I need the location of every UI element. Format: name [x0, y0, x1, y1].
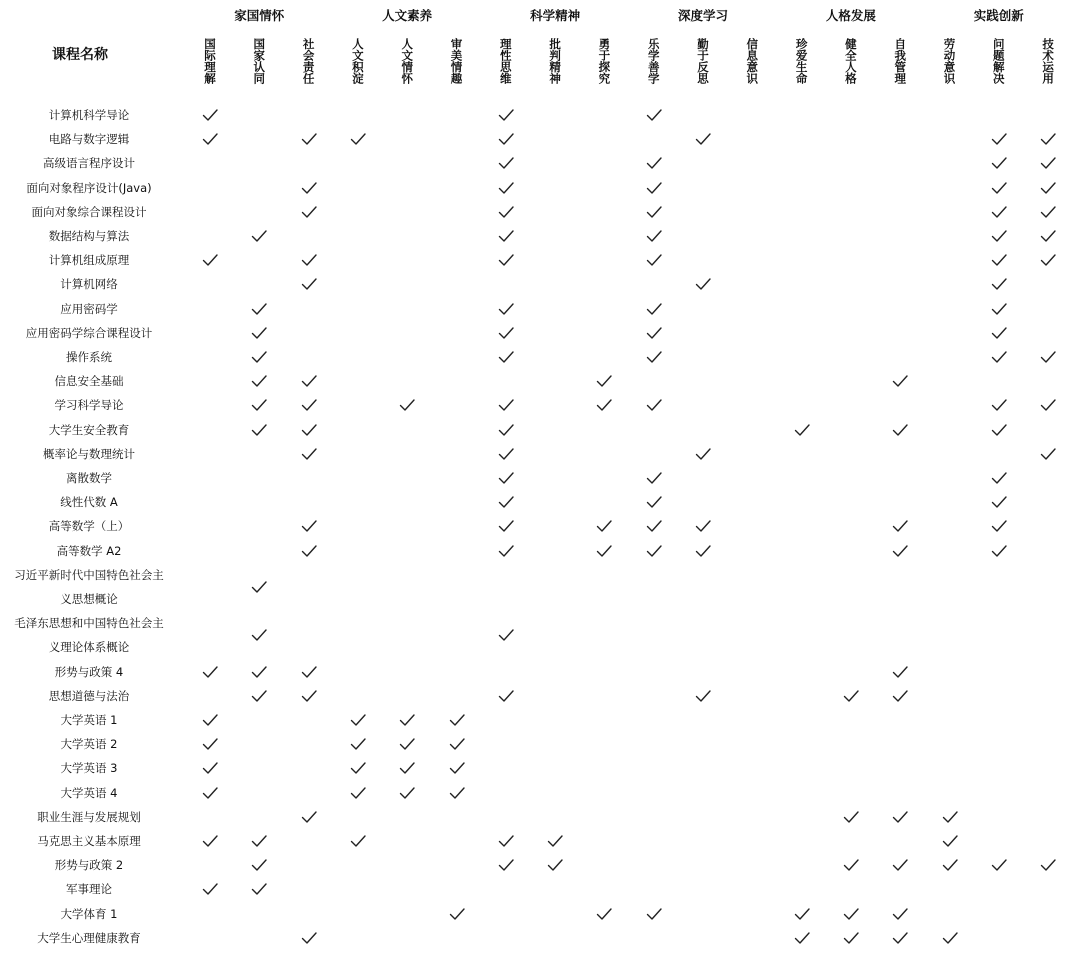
check-icon — [497, 348, 515, 366]
check-icon — [497, 324, 515, 342]
check-icon — [300, 372, 318, 390]
column-header: 人文情怀 — [400, 38, 415, 84]
course-name: 高级语言程序设计 — [43, 156, 135, 171]
check-icon — [941, 856, 959, 874]
course-name: 大学英语 4 — [60, 785, 118, 800]
course-name: 应用密码学综合课程设计 — [25, 325, 153, 340]
check-icon — [891, 687, 909, 705]
check-icon — [201, 251, 219, 269]
check-icon — [645, 154, 663, 172]
check-icon — [645, 517, 663, 535]
check-icon — [300, 542, 318, 560]
check-icon — [1039, 856, 1057, 874]
check-icon — [349, 832, 367, 850]
course-name: 操作系统 — [66, 350, 112, 364]
check-icon — [990, 469, 1008, 487]
check-icon — [793, 421, 811, 439]
column-header: 勤于反思 — [696, 38, 710, 84]
check-icon — [300, 687, 318, 705]
course-name: 大学生安全教育 — [48, 422, 130, 437]
check-icon — [497, 154, 515, 172]
check-icon — [497, 517, 515, 535]
check-icon — [448, 905, 466, 923]
check-icon — [201, 784, 219, 802]
course-name: 职业生涯与发展规划 — [37, 809, 141, 824]
check-icon — [694, 130, 712, 148]
check-icon — [1039, 396, 1057, 414]
check-icon — [497, 421, 515, 439]
check-icon — [300, 663, 318, 681]
check-icon — [1039, 348, 1057, 366]
check-icon — [990, 324, 1008, 342]
check-icon — [645, 227, 663, 245]
check-icon — [1039, 179, 1057, 197]
check-icon — [645, 300, 663, 318]
check-icon — [250, 832, 268, 850]
check-icon — [842, 687, 860, 705]
column-header: 理性思维 — [498, 38, 513, 84]
column-header: 国家认同 — [252, 38, 267, 84]
group-title: 实践创新 — [973, 8, 1024, 23]
check-icon — [497, 542, 515, 560]
check-icon — [300, 130, 318, 148]
check-icon — [1039, 130, 1057, 148]
check-icon — [201, 711, 219, 729]
check-icon — [497, 626, 515, 644]
check-icon — [448, 759, 466, 777]
check-icon — [891, 905, 909, 923]
course-name: 大学英语 2 — [60, 737, 118, 752]
course-name: 概率论与数理统计 — [43, 446, 135, 461]
check-icon — [990, 251, 1008, 269]
check-icon — [497, 856, 515, 874]
check-icon — [497, 445, 515, 463]
check-icon — [201, 880, 219, 898]
course-name: 军事理论 — [66, 882, 112, 897]
course-name: 大学英语 3 — [60, 761, 118, 776]
column-header: 乐学善学 — [646, 38, 661, 84]
check-icon — [497, 251, 515, 269]
check-icon — [941, 929, 959, 947]
check-icon — [891, 663, 909, 681]
check-icon — [990, 542, 1008, 560]
check-icon — [793, 905, 811, 923]
check-icon — [1039, 227, 1057, 245]
check-icon — [645, 324, 663, 342]
check-icon — [694, 275, 712, 293]
check-icon — [595, 542, 613, 560]
check-icon — [891, 542, 909, 560]
check-icon — [842, 856, 860, 874]
check-icon — [497, 300, 515, 318]
check-icon — [497, 130, 515, 148]
check-icon — [250, 348, 268, 366]
course-name: 数据结构与算法 — [48, 229, 130, 243]
course-name: 马克思主义基本原理 — [37, 834, 141, 848]
check-icon — [349, 711, 367, 729]
group-title: 人文素养 — [382, 8, 433, 23]
check-icon — [990, 179, 1008, 197]
check-icon — [1039, 203, 1057, 221]
check-icon — [250, 324, 268, 342]
check-icon — [250, 663, 268, 681]
check-icon — [349, 130, 367, 148]
check-icon — [448, 784, 466, 802]
check-icon — [891, 372, 909, 390]
course-name: 思想道德与法治 — [48, 688, 130, 703]
check-icon — [497, 227, 515, 245]
group-title: 人格发展 — [825, 8, 876, 23]
course-name-header: 课程名称 — [52, 47, 108, 63]
check-icon — [891, 517, 909, 535]
check-icon — [645, 203, 663, 221]
check-icon — [990, 517, 1008, 535]
course-name: 面向对象综合课程设计 — [31, 204, 147, 219]
course-name: 形势与政策 2 — [54, 858, 124, 873]
column-header: 劳动意识 — [942, 38, 957, 84]
check-icon — [1039, 445, 1057, 463]
check-icon — [497, 106, 515, 124]
check-icon — [694, 517, 712, 535]
group-title: 深度学习 — [677, 8, 728, 23]
check-icon — [250, 396, 268, 414]
check-icon — [645, 106, 663, 124]
check-icon — [349, 784, 367, 802]
column-header: 审美情趣 — [449, 38, 464, 84]
check-icon — [398, 735, 416, 753]
check-icon — [990, 348, 1008, 366]
check-icon — [497, 469, 515, 487]
check-icon — [842, 808, 860, 826]
check-icon — [595, 517, 613, 535]
course-name: 形势与政策 4 — [54, 664, 124, 679]
course-name: 计算机科学导论 — [48, 108, 130, 122]
check-icon — [645, 493, 663, 511]
column-header: 人文积淀 — [350, 38, 365, 84]
check-icon — [990, 227, 1008, 245]
check-icon — [990, 493, 1008, 511]
course-name: 高等数学（上） — [48, 519, 130, 534]
check-icon — [300, 251, 318, 269]
column-header: 珍爱生命 — [794, 38, 809, 84]
check-icon — [497, 832, 515, 850]
check-icon — [201, 735, 219, 753]
course-name: 大学生心理健康教育 — [37, 930, 141, 945]
check-icon — [201, 759, 219, 777]
check-icon — [497, 687, 515, 705]
course-name: 电路与数字逻辑 — [48, 132, 130, 147]
course-name: 离散数学 — [66, 471, 112, 485]
check-icon — [250, 856, 268, 874]
check-icon — [694, 687, 712, 705]
course-name: 计算机组成原理 — [48, 253, 130, 268]
check-icon — [891, 421, 909, 439]
check-icon — [1039, 251, 1057, 269]
check-icon — [201, 106, 219, 124]
check-icon — [300, 179, 318, 197]
check-icon — [250, 626, 268, 644]
check-icon — [201, 663, 219, 681]
check-icon — [250, 372, 268, 390]
column-header: 自我管理 — [893, 38, 908, 84]
check-icon — [300, 929, 318, 947]
check-icon — [694, 445, 712, 463]
column-header: 国际理解 — [203, 38, 217, 84]
column-header: 问题解决 — [991, 38, 1006, 84]
check-icon — [694, 542, 712, 560]
check-icon — [891, 929, 909, 947]
check-icon — [546, 832, 564, 850]
check-icon — [891, 856, 909, 874]
course-name: 计算机网络 — [60, 277, 118, 292]
check-icon — [793, 929, 811, 947]
check-icon — [990, 203, 1008, 221]
check-icon — [300, 517, 318, 535]
check-icon — [645, 469, 663, 487]
check-icon — [990, 275, 1008, 293]
column-header: 批判精神 — [548, 38, 563, 84]
check-icon — [990, 421, 1008, 439]
column-header: 技术运用 — [1041, 38, 1056, 84]
check-icon — [300, 396, 318, 414]
column-header: 健全人格 — [843, 38, 858, 84]
check-icon — [645, 179, 663, 197]
check-icon — [645, 542, 663, 560]
check-icon — [645, 348, 663, 366]
check-icon — [645, 905, 663, 923]
check-icon — [595, 396, 613, 414]
check-icon — [201, 832, 219, 850]
check-icon — [595, 905, 613, 923]
course-name: 大学英语 1 — [60, 713, 118, 727]
check-icon — [497, 179, 515, 197]
course-name: 应用密码学 — [60, 301, 118, 316]
check-icon — [990, 856, 1008, 874]
check-icon — [990, 396, 1008, 414]
check-icon — [448, 735, 466, 753]
check-icon — [645, 396, 663, 414]
column-header: 社会责任 — [301, 38, 316, 84]
check-icon — [842, 905, 860, 923]
check-icon — [1039, 154, 1057, 172]
check-icon — [250, 421, 268, 439]
check-icon — [250, 687, 268, 705]
group-title: 科学精神 — [530, 8, 581, 23]
course-name: 学习科学导论 — [54, 398, 124, 413]
check-icon — [546, 856, 564, 874]
column-header: 信息意识 — [745, 38, 760, 84]
check-icon — [941, 832, 959, 850]
course-name: 线性代数 A — [60, 495, 118, 510]
course-name: 信息安全基础 — [54, 374, 124, 389]
check-icon — [891, 808, 909, 826]
course-name: 大学体育 1 — [60, 906, 118, 921]
check-icon — [250, 578, 268, 596]
column-header: 勇于探究 — [597, 38, 612, 84]
check-icon — [941, 808, 959, 826]
check-icon — [300, 421, 318, 439]
course-name: 高等数学 A2 — [56, 543, 122, 558]
check-icon — [497, 203, 515, 221]
check-icon — [595, 372, 613, 390]
check-icon — [398, 784, 416, 802]
check-icon — [250, 227, 268, 245]
check-icon — [990, 154, 1008, 172]
check-icon — [398, 711, 416, 729]
check-icon — [990, 300, 1008, 318]
check-icon — [250, 300, 268, 318]
check-icon — [842, 929, 860, 947]
check-icon — [398, 759, 416, 777]
course-name: 习近平新时代中国特色社会主义思想概论 — [14, 567, 164, 606]
check-icon — [497, 396, 515, 414]
check-icon — [300, 275, 318, 293]
course-name: 毛泽东思想和中国特色社会主义理论体系概论 — [14, 616, 164, 655]
check-icon — [349, 759, 367, 777]
check-icon — [349, 735, 367, 753]
check-icon — [250, 880, 268, 898]
group-title: 家国情怀 — [234, 8, 285, 23]
check-icon — [448, 711, 466, 729]
course-name: 面向对象程序设计(Java) — [26, 180, 152, 195]
check-icon — [300, 445, 318, 463]
check-icon — [990, 130, 1008, 148]
check-icon — [645, 251, 663, 269]
check-icon — [201, 130, 219, 148]
check-icon — [300, 203, 318, 221]
check-icon — [398, 396, 416, 414]
check-icon — [300, 808, 318, 826]
check-icon — [497, 493, 515, 511]
